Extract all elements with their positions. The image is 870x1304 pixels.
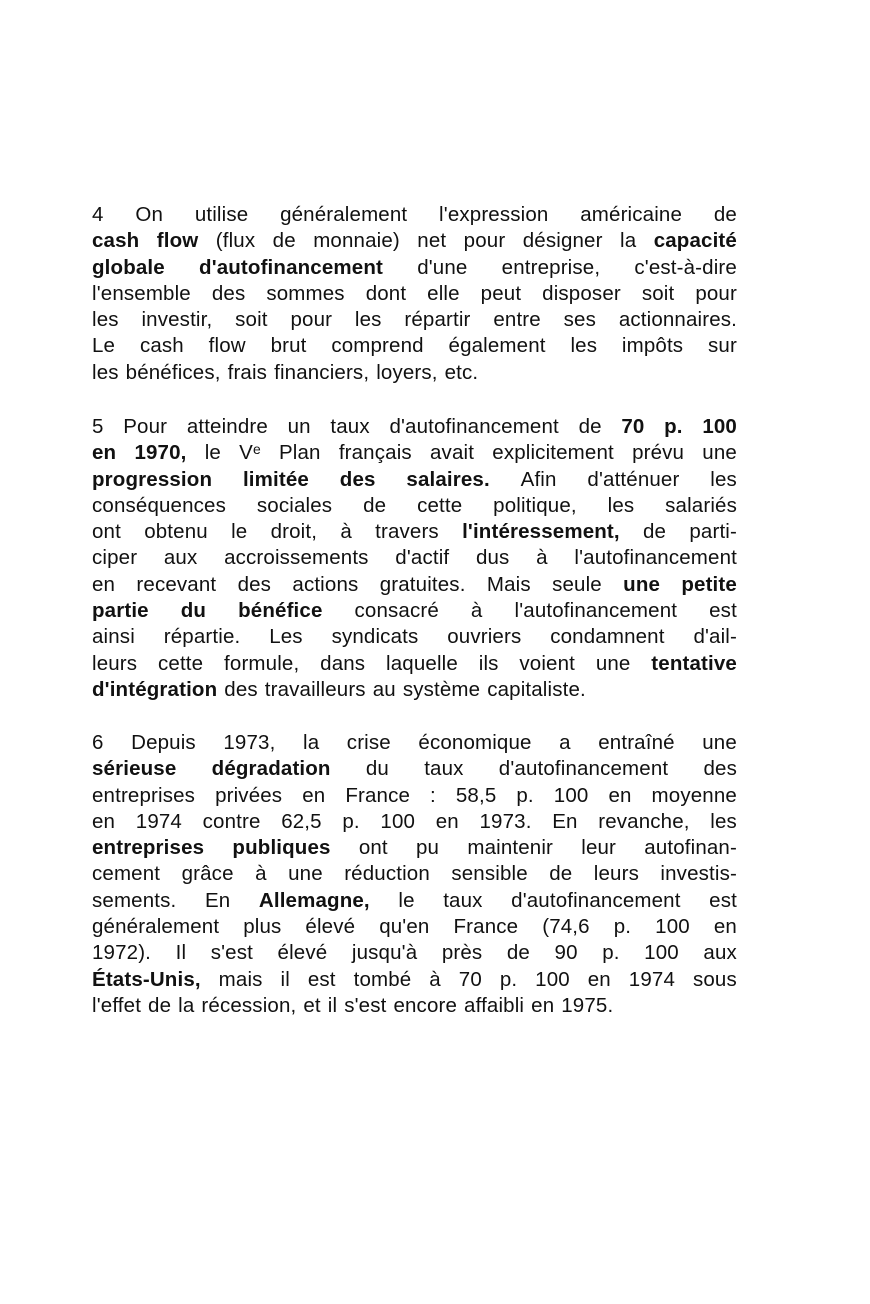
word: revanche, <box>598 809 690 833</box>
bold-word: d'autofinancement <box>199 255 383 279</box>
word: du <box>365 757 389 781</box>
text-line <box>92 228 737 254</box>
word: un <box>287 415 311 438</box>
bold-word: du <box>180 599 207 623</box>
word: impôts <box>621 334 684 358</box>
word: explicitement <box>492 441 614 465</box>
bold-word: cash <box>92 229 140 253</box>
word: consacré <box>354 599 439 623</box>
word: ses <box>563 308 596 332</box>
word: 90 <box>554 941 578 965</box>
word: récession, <box>201 993 297 1017</box>
word: le <box>231 520 248 544</box>
word: 1972). <box>92 941 152 965</box>
word: une <box>595 651 631 675</box>
word: leur <box>581 836 617 860</box>
word: taux <box>330 415 370 438</box>
word: à <box>470 599 483 623</box>
word: peut <box>480 281 522 305</box>
word: cash <box>139 334 184 358</box>
word: en <box>531 993 555 1017</box>
word: d'une <box>417 255 468 279</box>
word: conséquences <box>92 493 227 517</box>
word: en <box>92 572 116 596</box>
word: 1974 <box>628 967 676 991</box>
word: crise <box>346 731 391 754</box>
word: de <box>506 941 530 965</box>
word: la <box>620 229 637 253</box>
word: p. <box>342 809 360 833</box>
bold-word: p. <box>664 415 683 438</box>
word: voient <box>519 651 575 675</box>
word: elle <box>427 281 460 305</box>
word: syndicats <box>331 625 419 649</box>
word: en <box>608 783 632 807</box>
bold-word: partie <box>92 599 149 623</box>
word: etc. <box>444 360 479 384</box>
text-line <box>92 861 737 887</box>
word: en <box>435 809 459 833</box>
word: 100 <box>655 915 690 939</box>
word: atteindre <box>186 415 268 438</box>
word: 1975. <box>561 993 614 1017</box>
word: En <box>204 888 231 912</box>
word: ciper <box>92 546 138 570</box>
word: 58,5 <box>455 783 497 807</box>
word: 100 <box>380 809 416 833</box>
word: sommes <box>266 281 345 305</box>
word: élevé <box>277 941 328 965</box>
text-line <box>92 519 737 545</box>
text-line <box>92 467 737 493</box>
word: Afin <box>520 467 557 491</box>
word: p. <box>602 941 620 965</box>
word: leurs <box>593 862 639 886</box>
bold-word: Allemagne, <box>258 888 370 912</box>
text-line <box>92 835 737 861</box>
word: d'autofinancement <box>498 757 669 781</box>
text-line <box>92 651 737 677</box>
word: seule <box>552 572 602 596</box>
word: au <box>372 677 396 701</box>
word: français <box>338 441 412 465</box>
word: sensible <box>451 862 528 886</box>
word: pour <box>290 308 333 332</box>
word: jusqu'à <box>351 941 418 965</box>
word: la <box>178 993 195 1017</box>
word: aux <box>703 941 737 965</box>
word: sociales <box>256 493 333 517</box>
word: pour <box>463 229 506 253</box>
word: une <box>702 731 737 754</box>
word: 4 <box>92 203 104 226</box>
word: Il <box>175 941 187 965</box>
text-line <box>92 993 737 1019</box>
word: également <box>448 334 546 358</box>
text-line <box>92 914 737 940</box>
word: des <box>224 677 258 701</box>
word: est <box>709 888 737 912</box>
word: répartie. <box>163 625 241 649</box>
word: s'est <box>210 941 253 965</box>
word: moyenne <box>651 783 737 807</box>
word: utilise <box>194 203 249 226</box>
word: 100 <box>535 967 570 991</box>
bold-word: globale <box>92 255 165 279</box>
word: taux <box>443 888 483 912</box>
word: ont <box>92 520 121 544</box>
word: ouvriers <box>447 625 522 649</box>
word: On <box>135 203 164 226</box>
word: 5 <box>92 415 104 438</box>
bold-word: salaires. <box>406 467 490 491</box>
word: Vᵉ <box>239 441 261 465</box>
word: entreprise, <box>501 255 601 279</box>
footnote-6 <box>92 730 737 1019</box>
word: les <box>570 334 598 358</box>
word: grâce <box>181 862 234 886</box>
bold-word: entreprises <box>92 836 205 860</box>
word: soit <box>235 308 268 332</box>
text-line <box>92 730 737 756</box>
word: plus <box>243 915 282 939</box>
word: des <box>211 281 246 305</box>
word: Pour <box>123 415 168 438</box>
text-line <box>92 333 737 359</box>
word: disposer <box>542 281 621 305</box>
word: est <box>709 599 737 623</box>
text-line <box>92 940 737 966</box>
word: parti- <box>689 520 737 544</box>
word: de <box>578 415 602 438</box>
bold-word: bénéfice <box>238 599 323 623</box>
word: privées <box>215 783 283 807</box>
word: s'est <box>344 993 387 1017</box>
word: d'autofinancement <box>389 415 559 438</box>
text-line <box>92 414 737 440</box>
word: de <box>713 203 737 226</box>
text-line <box>92 677 737 703</box>
word: dus <box>475 546 510 570</box>
word: en <box>587 967 611 991</box>
word: il <box>327 993 338 1017</box>
word: (74,6 <box>542 915 590 939</box>
text-line <box>92 624 737 650</box>
word: taux <box>424 757 464 781</box>
word: investis- <box>660 862 737 886</box>
word: de <box>643 520 667 544</box>
word: ont <box>358 836 388 860</box>
text-line <box>92 440 737 466</box>
word: France <box>345 783 411 807</box>
word: gratuites. <box>379 572 466 596</box>
bold-word: dégradation <box>211 757 331 781</box>
bold-word: une <box>623 572 661 596</box>
word: comprend <box>331 334 424 358</box>
bold-word: sérieuse <box>92 757 177 781</box>
word: 62,5 <box>281 809 322 833</box>
word: de <box>148 993 172 1017</box>
word: travailleurs <box>264 677 366 701</box>
word: l'autofinancement <box>574 546 737 570</box>
word: prévu <box>632 441 685 465</box>
word: Plan <box>278 441 321 465</box>
word: d'atténuer <box>587 467 680 491</box>
word: dont <box>365 281 407 305</box>
word: d'ail- <box>693 625 737 649</box>
word: Les <box>269 625 303 649</box>
word: p. <box>499 967 518 991</box>
word: p. <box>613 915 632 939</box>
bold-word: d'intégration <box>92 677 218 701</box>
text-line <box>92 756 737 782</box>
word: avait <box>430 441 475 465</box>
text-line <box>92 598 737 624</box>
word: généralement <box>92 915 220 939</box>
word: cette <box>158 651 204 675</box>
text-line <box>92 888 737 914</box>
word: p. <box>516 783 534 807</box>
word: l'expression <box>439 203 549 226</box>
word: ils <box>478 651 499 675</box>
word: contre <box>202 809 261 833</box>
word: sements. <box>92 888 177 912</box>
footnote-5 <box>92 414 737 703</box>
word: l'effet <box>92 993 142 1017</box>
text-line <box>92 255 737 281</box>
word: loyers, <box>376 360 438 384</box>
word: d'autofinancement <box>511 888 681 912</box>
word: dans <box>320 651 366 675</box>
word: frais <box>227 360 268 384</box>
word: a <box>559 731 571 754</box>
bold-word: progression <box>92 467 213 491</box>
text-line <box>92 545 737 571</box>
text-line <box>92 572 737 598</box>
text-line <box>92 493 737 519</box>
word: salariés <box>665 493 737 517</box>
word: financiers, <box>274 360 370 384</box>
word: est <box>307 967 336 991</box>
word: une <box>288 862 323 886</box>
word: entre <box>493 308 541 332</box>
word: autofinan- <box>644 836 737 860</box>
word: travers <box>375 520 439 544</box>
word: : <box>430 783 436 807</box>
word: accroissements <box>224 546 369 570</box>
word: laquelle <box>386 651 458 675</box>
word: (flux <box>215 229 256 253</box>
word: pu <box>416 836 440 860</box>
word: brut <box>270 334 307 358</box>
word: 70 <box>458 967 482 991</box>
word: Le <box>92 334 116 358</box>
word: les <box>607 493 635 517</box>
word: droit, <box>270 520 318 544</box>
word: les <box>92 308 119 332</box>
word: de <box>549 862 573 886</box>
word: l'autofinancement <box>514 599 678 623</box>
bold-word: 100 <box>702 415 737 438</box>
word: recevant <box>136 572 217 596</box>
word: 1973. <box>479 809 532 833</box>
text-line <box>92 360 737 386</box>
word: de <box>272 229 296 253</box>
word: des <box>237 572 272 596</box>
bold-word: l'intéressement, <box>462 520 620 544</box>
word: cette <box>417 493 463 517</box>
text-line <box>92 809 737 835</box>
word: la <box>302 731 320 754</box>
word: les <box>710 809 737 833</box>
word: cement <box>92 862 161 886</box>
word: système <box>402 677 481 701</box>
word: économique <box>418 731 532 754</box>
word: obtenu <box>144 520 208 544</box>
word: et <box>303 993 321 1017</box>
word: élevé <box>305 915 356 939</box>
word: 6 <box>92 731 104 754</box>
word: France <box>453 915 519 939</box>
word: actions <box>292 572 359 596</box>
word: désigner <box>522 229 603 253</box>
bold-word: flow <box>156 229 199 253</box>
word: des <box>703 757 737 781</box>
word: d'actif <box>395 546 450 570</box>
bold-word: 70 <box>621 415 645 438</box>
bold-word: publiques <box>232 836 331 860</box>
word: pour <box>695 281 737 305</box>
word: condamnent <box>550 625 665 649</box>
word: flow <box>208 334 246 358</box>
word: 1974 <box>135 809 182 833</box>
word: à <box>536 546 548 570</box>
word: américaine <box>580 203 683 226</box>
bold-word: limitée <box>242 467 309 491</box>
word: sur <box>708 334 737 358</box>
bold-word: petite <box>681 572 737 596</box>
word: net <box>417 229 447 253</box>
word: soit <box>641 281 675 305</box>
word: aux <box>163 546 198 570</box>
word: entraîné <box>598 731 675 754</box>
word: une <box>702 441 737 465</box>
word: réduction <box>344 862 430 886</box>
word: les <box>710 467 737 491</box>
word: en <box>92 809 116 833</box>
word: 100 <box>644 941 679 965</box>
word: bénéfices, <box>125 360 221 384</box>
bold-word: capacité <box>653 229 737 253</box>
word: capitaliste. <box>487 677 586 701</box>
word: de <box>363 493 387 517</box>
word: à <box>255 862 267 886</box>
word: il <box>280 967 290 991</box>
word: les <box>92 360 119 384</box>
text-line <box>92 307 737 333</box>
word: Mais <box>486 572 531 596</box>
word: le <box>398 888 415 912</box>
word: qu'en <box>379 915 430 939</box>
word: en <box>713 915 737 939</box>
word: ainsi <box>92 625 135 649</box>
word: leurs <box>92 651 138 675</box>
word: les <box>354 308 382 332</box>
bold-word: 1970, <box>134 441 187 465</box>
word: En <box>552 809 578 833</box>
bold-word: des <box>339 467 376 491</box>
word: entreprises <box>92 783 196 807</box>
text-line <box>92 967 737 993</box>
word: le <box>204 441 221 465</box>
word: 1973, <box>223 731 276 754</box>
bold-word: en <box>92 441 117 465</box>
word: politique, <box>493 493 577 517</box>
word: à <box>340 520 352 544</box>
bold-word: États-Unis, <box>92 967 201 991</box>
word: monnaie) <box>313 229 400 253</box>
bold-word: tentative <box>651 651 737 675</box>
word: près <box>441 941 483 965</box>
text-line <box>92 281 737 307</box>
footnote-4 <box>92 202 737 386</box>
word: investir, <box>141 308 213 332</box>
word: en <box>302 783 326 807</box>
word: affaibli <box>464 993 525 1017</box>
word: sous <box>692 967 737 991</box>
word: tombé <box>353 967 412 991</box>
word: Depuis <box>131 731 196 754</box>
word: formule, <box>224 651 300 675</box>
word: l'ensemble <box>92 281 191 305</box>
word: généralement <box>280 203 408 226</box>
word: encore <box>393 993 458 1017</box>
word: 100 <box>553 783 589 807</box>
word: répartir <box>404 308 471 332</box>
word: actionnaires. <box>618 308 737 332</box>
word: à <box>429 967 441 991</box>
text-line <box>92 202 737 228</box>
word: maintenir <box>467 836 554 860</box>
word: mais <box>218 967 263 991</box>
text-line <box>92 783 737 809</box>
word: c'est-à-dire <box>634 255 737 279</box>
